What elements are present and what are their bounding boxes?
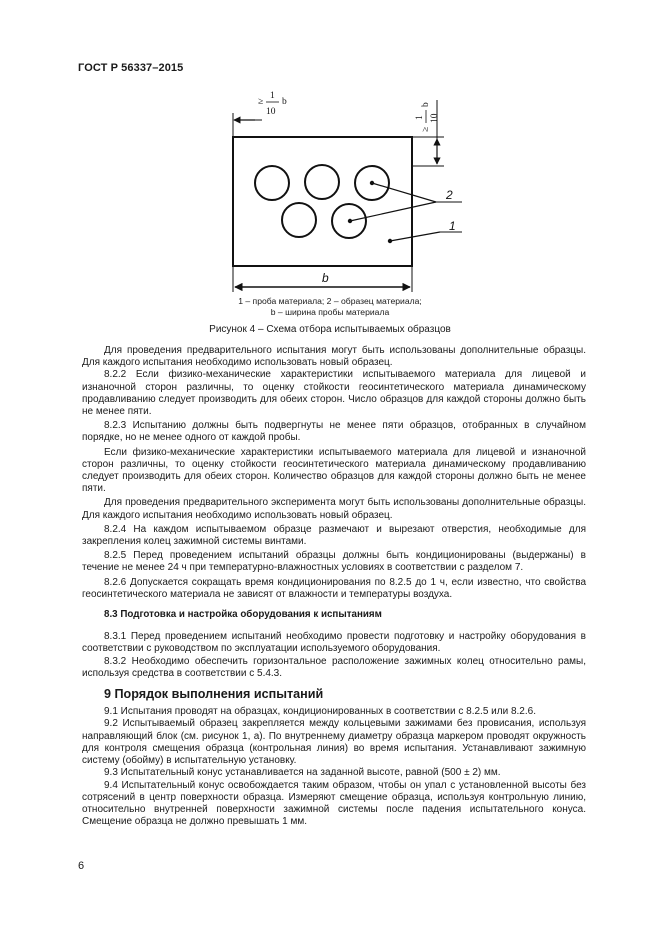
- paragraph: 8.2.5 Перед проведением испытаний образцы должны быть кондиционированы (выдержаны) в течение не менее 24 ч при температурно-влажностных условиях в соответствии с разделом 7.: [82, 550, 586, 574]
- specimen-circle: [305, 165, 339, 199]
- paragraph: 9.2 Испытываемый образец закрепляется между кольцевыми зажимами без провисания, используя направляющий блок (см. рисунок 1, а). По внутреннему диаметру образца маркером проводят окружность для контроля смещения образца (контрольная линия) во время испытания. Устанавливают зажимную систему (обойму) в испытательную установку.: [82, 718, 586, 767]
- paragraph: 8.2.3 Испытанию должны быть подвергнуты не менее пяти образцов, отобранных в случайном порядке, но не менее одного от каждой пробы.: [82, 420, 586, 444]
- leader-line: [372, 183, 436, 202]
- paragraph: Для проведения предварительного испытания могут быть использованы дополнительные образцы. Для каждого испытания необходимо использовать новый образец.: [82, 345, 586, 369]
- fraction-numerator: 1: [415, 115, 425, 120]
- ge-symbol: ≥: [258, 97, 264, 107]
- fraction-numerator: 1: [270, 91, 275, 101]
- fraction-denominator: 10: [430, 113, 440, 123]
- paragraph: 8.2.4 На каждом испытываемом образце размечают и вырезают отверстия, необходимые для закрепления колец зажимной системы винтами.: [82, 523, 586, 548]
- paragraph: 8.3.2 Необходимо обеспечить горизонтальное расположение зажимных колец относительно рамы, используя средства в соответствии с 5.4.3.: [82, 655, 586, 679]
- sampling-scheme-diagram: [0, 0, 661, 310]
- label-b: b: [322, 271, 329, 285]
- section-heading-9: 9 Порядок выполнения испытаний: [104, 687, 324, 702]
- paragraph: 9.1 Испытания проводят на образцах, кондиционированных в соответствии с 8.2.5 или 8.2.6.: [104, 706, 536, 718]
- document-header: ГОСТ Р 56337–2015: [78, 62, 184, 74]
- body-text: [82, 345, 586, 828]
- figure-legend-line-2: b – ширина пробы материала: [270, 307, 390, 317]
- page-number: 6: [78, 860, 85, 872]
- paragraph: 9.3 Испытательный конус устанавливается на заданной высоте, равной (500 ± 2) мм.: [104, 767, 501, 779]
- figure-title: Рисунок 4 – Схема отбора испытываемых образцов: [209, 324, 451, 335]
- figure-4: [0, 0, 661, 317]
- paragraph: Для проведения предварительного эксперимента могут быть использованы дополнительные образцы. Для каждого испытания необходимо использовать новый образец.: [82, 497, 586, 521]
- label-2: 2: [446, 188, 453, 202]
- dimension-label-right: [415, 102, 440, 132]
- paragraph: 8.2.6 Допускается сокращать время кондиционирования по 8.2.5 до 1 ч, если известно, что свойства геосинтетического материала не зависят от влажности и температуры воздуха.: [82, 576, 586, 600]
- paragraph: 8.3.1 Перед проведением испытаний необходимо провести подготовку и настройку оборудования в соответствии с руководством по эксплуатации используемого оборудования.: [82, 631, 586, 655]
- leader-line: [390, 232, 440, 241]
- fraction-variable: b: [282, 97, 287, 107]
- fraction-denominator: 10: [266, 107, 276, 117]
- section-heading-8-3: 8.3 Подготовка и настройка оборудования к испытаниям: [104, 609, 382, 621]
- dimension-label-left: [258, 91, 287, 117]
- ge-symbol: ≥: [421, 126, 431, 132]
- label-1: 1: [449, 219, 456, 233]
- paragraph: Если физико-механические характеристики испытываемого материала для лицевой и изнаночной сторон различны, то оценку стойкости геосинтетического материала динамическому продавливанию следует производить для обеих сторон. Количество образцов для каждой стороны должно быть не менее пяти.: [82, 446, 586, 495]
- specimen-circle: [255, 166, 289, 200]
- paragraph: 9.4 Испытательный конус освобождается таким образом, чтобы он упал с установленной высоты без сотрясений в центр поверхности образца. Измеряют смещение образца, используя контрольную линию, относительно внутренней поверхности зажимной системы после падения испытательного конуса. Смещение образца не должно превышать 1 мм.: [82, 779, 586, 828]
- figure-legend-line-1: 1 – проба материала; 2 – образец материала;: [238, 296, 422, 306]
- specimen-circle: [282, 203, 316, 237]
- paragraph: 8.2.2 Если физико-механические характеристики испытываемого материала для лицевой и изнаночной сторон различны, то оценку стойкости геосинтетического материала динамическому продавливанию следует производить для обеих сторон. Число образцов для каждой стороны должно быть не менее пяти.: [82, 369, 586, 418]
- fraction-variable: b: [421, 102, 431, 107]
- sample-rectangle: [233, 137, 412, 266]
